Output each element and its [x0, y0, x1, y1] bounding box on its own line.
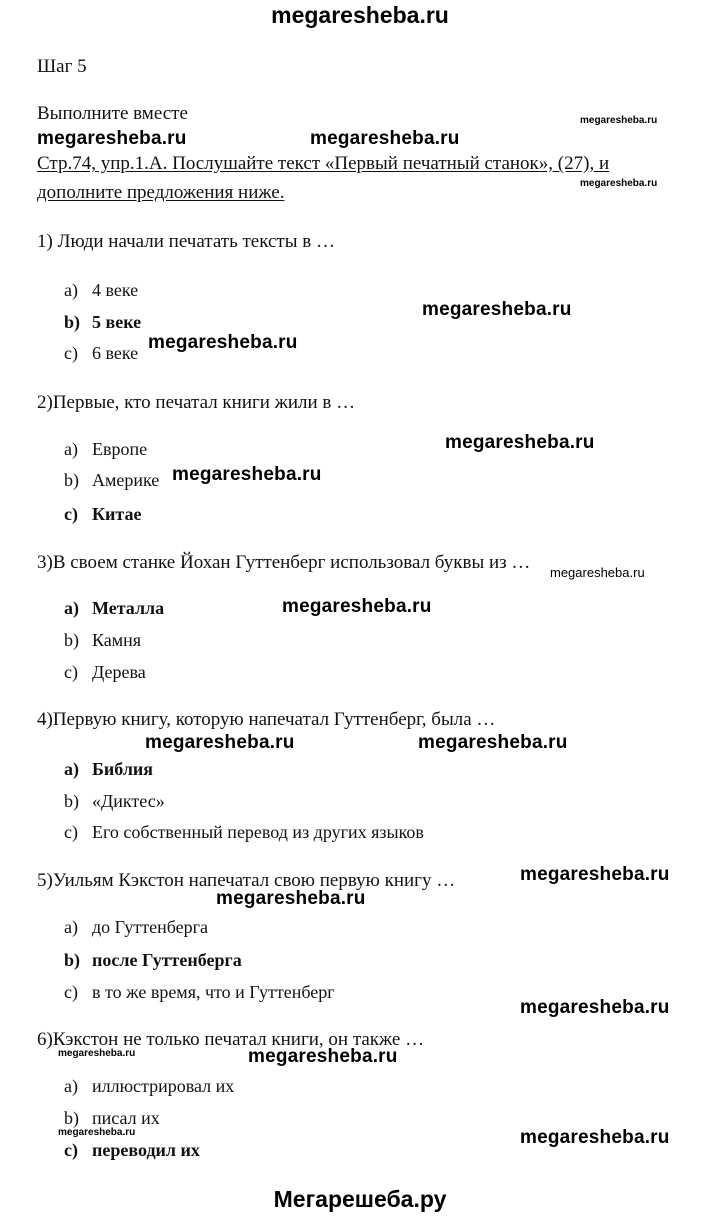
- q3-option-b: b) Камня: [64, 630, 142, 650]
- watermark: megaresheba.ru: [145, 732, 295, 753]
- q4-option-b: b) «Диктес»: [64, 791, 165, 811]
- q2-option-a: a) Европе: [64, 439, 148, 459]
- task-line-2: дополните предложения ниже.: [37, 182, 285, 203]
- q5-option-c: c) в то же время, что и Гуттенберг: [64, 982, 335, 1002]
- site-header: megaresheba.ru: [271, 2, 449, 28]
- watermark: megaresheba.ru: [520, 1127, 670, 1148]
- q4-option-a-answer: a) Библия: [64, 759, 154, 779]
- q5-option-b-answer: b) после Гуттенберга: [64, 950, 242, 970]
- q1-option-c: c) 6 веке: [64, 343, 139, 363]
- q1-option-a: a) 4 веке: [64, 280, 139, 300]
- watermark: megaresheba.ru: [216, 888, 366, 909]
- watermark: megaresheba.ru: [172, 464, 322, 485]
- watermark: megaresheba.ru: [580, 178, 658, 189]
- watermark: megaresheba.ru: [520, 997, 670, 1018]
- q2-option-c-answer: c) Китае: [64, 504, 142, 524]
- q3-option-a-answer: a) Металла: [64, 598, 165, 618]
- question-4: 4)Первую книгу, которую напечатал Гуттенберг, была …: [37, 709, 496, 730]
- question-5: 5)Уильям Кэкстон напечатал свою первую книгу …: [37, 870, 456, 891]
- watermark: megaresheba.ru: [550, 565, 645, 580]
- watermark: megaresheba.ru: [580, 115, 658, 126]
- watermark: megaresheba.ru: [58, 1048, 136, 1059]
- watermark: megaresheba.ru: [58, 1127, 136, 1138]
- q1-option-b-answer: b) 5 веке: [64, 312, 142, 332]
- question-1: 1) Люди начали печатать тексты в …: [37, 231, 335, 252]
- q5-option-a: a) до Гуттенберга: [64, 917, 209, 937]
- watermark: megaresheba.ru: [445, 432, 595, 453]
- q6-option-c-answer: c) переводил их: [64, 1140, 200, 1160]
- task-line-1: Стр.74, упр.1.А. Послушайте текст «Первый печатный станок», (27), и: [37, 153, 610, 174]
- q6-option-a: a) иллюстрировал их: [64, 1076, 235, 1096]
- watermark: megaresheba.ru: [248, 1046, 398, 1067]
- watermark: megaresheba.ru: [37, 128, 187, 149]
- q4-option-c: c) Его собственный перевод из других языков: [64, 822, 424, 842]
- watermark: megaresheba.ru: [310, 128, 460, 149]
- question-6: 6)Кэкстон не только печатал книги, он также …: [37, 1029, 425, 1050]
- q3-option-c: c) Дерева: [64, 662, 146, 682]
- watermark: megaresheba.ru: [520, 864, 670, 885]
- q2-option-b: b) Америке: [64, 470, 160, 490]
- question-3: 3)В своем станке Йохан Гуттенберг использовал буквы из …: [37, 552, 531, 573]
- watermark: megaresheba.ru: [418, 732, 568, 753]
- question-2: 2)Первые, кто печатал книги жили в …: [37, 392, 356, 413]
- watermark: megaresheba.ru: [148, 332, 298, 353]
- site-footer: Мегарешеба.ру: [273, 1186, 447, 1212]
- q6-option-b: b) писал их: [64, 1108, 160, 1128]
- do-together-label: Выполните вместе: [37, 103, 188, 124]
- watermark: megaresheba.ru: [282, 596, 432, 617]
- watermark: megaresheba.ru: [422, 299, 572, 320]
- step-title: Шаг 5: [37, 56, 87, 77]
